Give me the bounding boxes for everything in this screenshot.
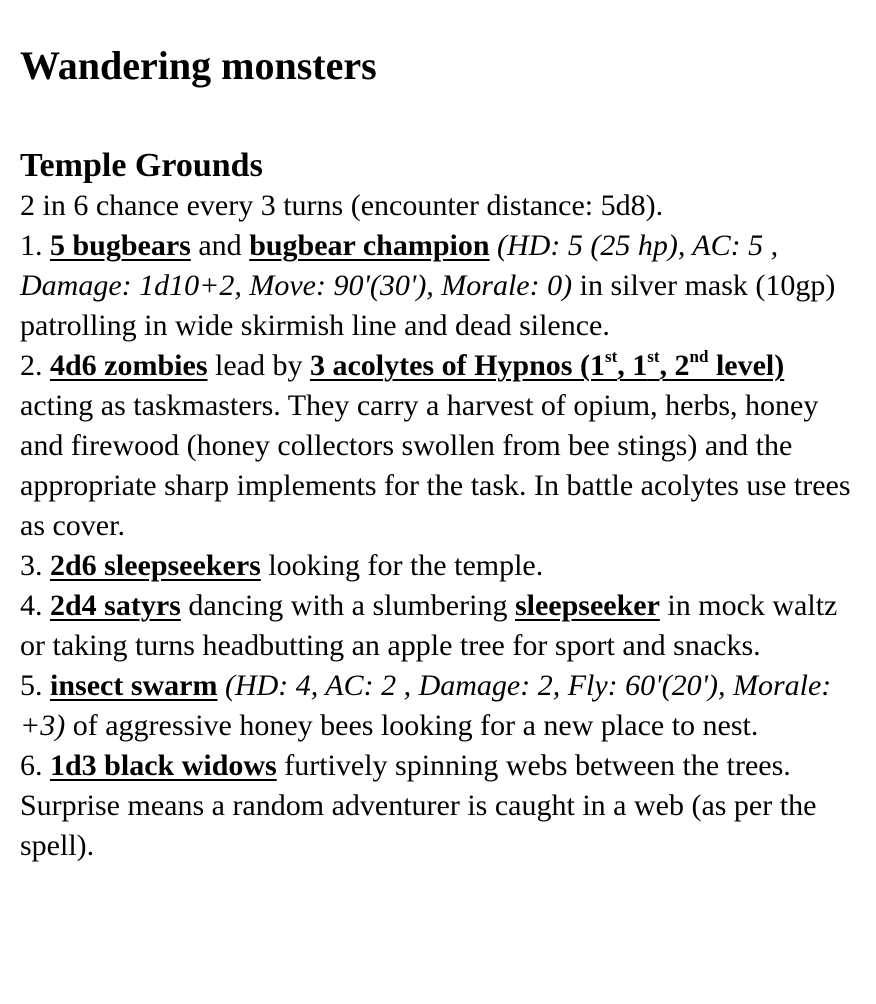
entry-text: in silver mask (10gp) patrolling in wide skirmish line and dead silence. — [20, 269, 836, 342]
encounter-entry-6 — [20, 746, 856, 866]
entry-number: 6. — [20, 749, 50, 782]
entry-text: of aggressive honey bees looking for a new place to nest. — [65, 709, 759, 742]
entry-text: lead by — [207, 349, 310, 382]
section-intro: 2 in 6 chance every 3 turns (encounter distance: 5d8). — [20, 189, 664, 222]
entry-number: 3. — [20, 549, 50, 582]
encounter-entry-5 — [20, 666, 856, 746]
encounter-entry-1 — [20, 226, 856, 346]
bugbears-link[interactable]: 5 bugbears — [50, 229, 191, 262]
satyrs-link[interactable]: 2d4 satyrs — [50, 589, 181, 622]
zombies-link[interactable]: 4d6 zombies — [50, 349, 208, 382]
entry-text: in mock waltz or taking turns headbutting an apple tree for sport and snacks. — [20, 589, 838, 662]
entry-text: looking for the temple. — [260, 549, 544, 582]
insect-swarm-link[interactable]: insect swarm — [50, 669, 218, 702]
entry-number: 2. — [20, 349, 50, 382]
entry-text: dancing with a slumbering — [180, 589, 515, 622]
acolytes-of-hypnos-link[interactable]: 3 acolytes of Hypnos (1st, 1st, 2nd level) — [309, 347, 785, 382]
entry-number: 4. — [20, 589, 50, 622]
entry-number: 1. — [20, 229, 50, 262]
monster-stats: (HD: 5 (25 hp), AC: 5 , Damage: 1d10+2, Move: 90'(30'), Morale: 0) — [20, 229, 779, 302]
entry-text: and — [190, 229, 250, 262]
entry-number: 5. — [20, 669, 50, 702]
page-title: Wandering monsters — [20, 43, 377, 88]
monster-stats: (HD: 4, AC: 2 , Damage: 2, Fly: 60'(20'), Morale: +3) — [20, 669, 832, 742]
entry-text: acting as taskmasters. They carry a harvest of opium, herbs, honey and firewood (honey collectors swollen from bee stings) and the appropriate sharp implements for the task. In battle acolytes use trees as cover. — [20, 389, 851, 542]
encounter-entry-2 — [20, 346, 856, 546]
bugbear-champion-link[interactable]: bugbear champion — [249, 229, 490, 262]
encounter-entry-3 — [20, 546, 856, 586]
encounter-entry-4 — [20, 586, 856, 666]
entry-text: furtively spinning webs between the trees. Surprise means a random adventurer is caught in a web (as per the spell). — [20, 749, 817, 862]
sleepseeker-link[interactable]: sleepseeker — [514, 589, 660, 622]
black-widows-link[interactable]: 1d3 black widows — [50, 749, 277, 782]
sleepseekers-link[interactable]: 2d6 sleepseekers — [50, 549, 261, 582]
section-title: Temple Grounds — [20, 147, 263, 184]
